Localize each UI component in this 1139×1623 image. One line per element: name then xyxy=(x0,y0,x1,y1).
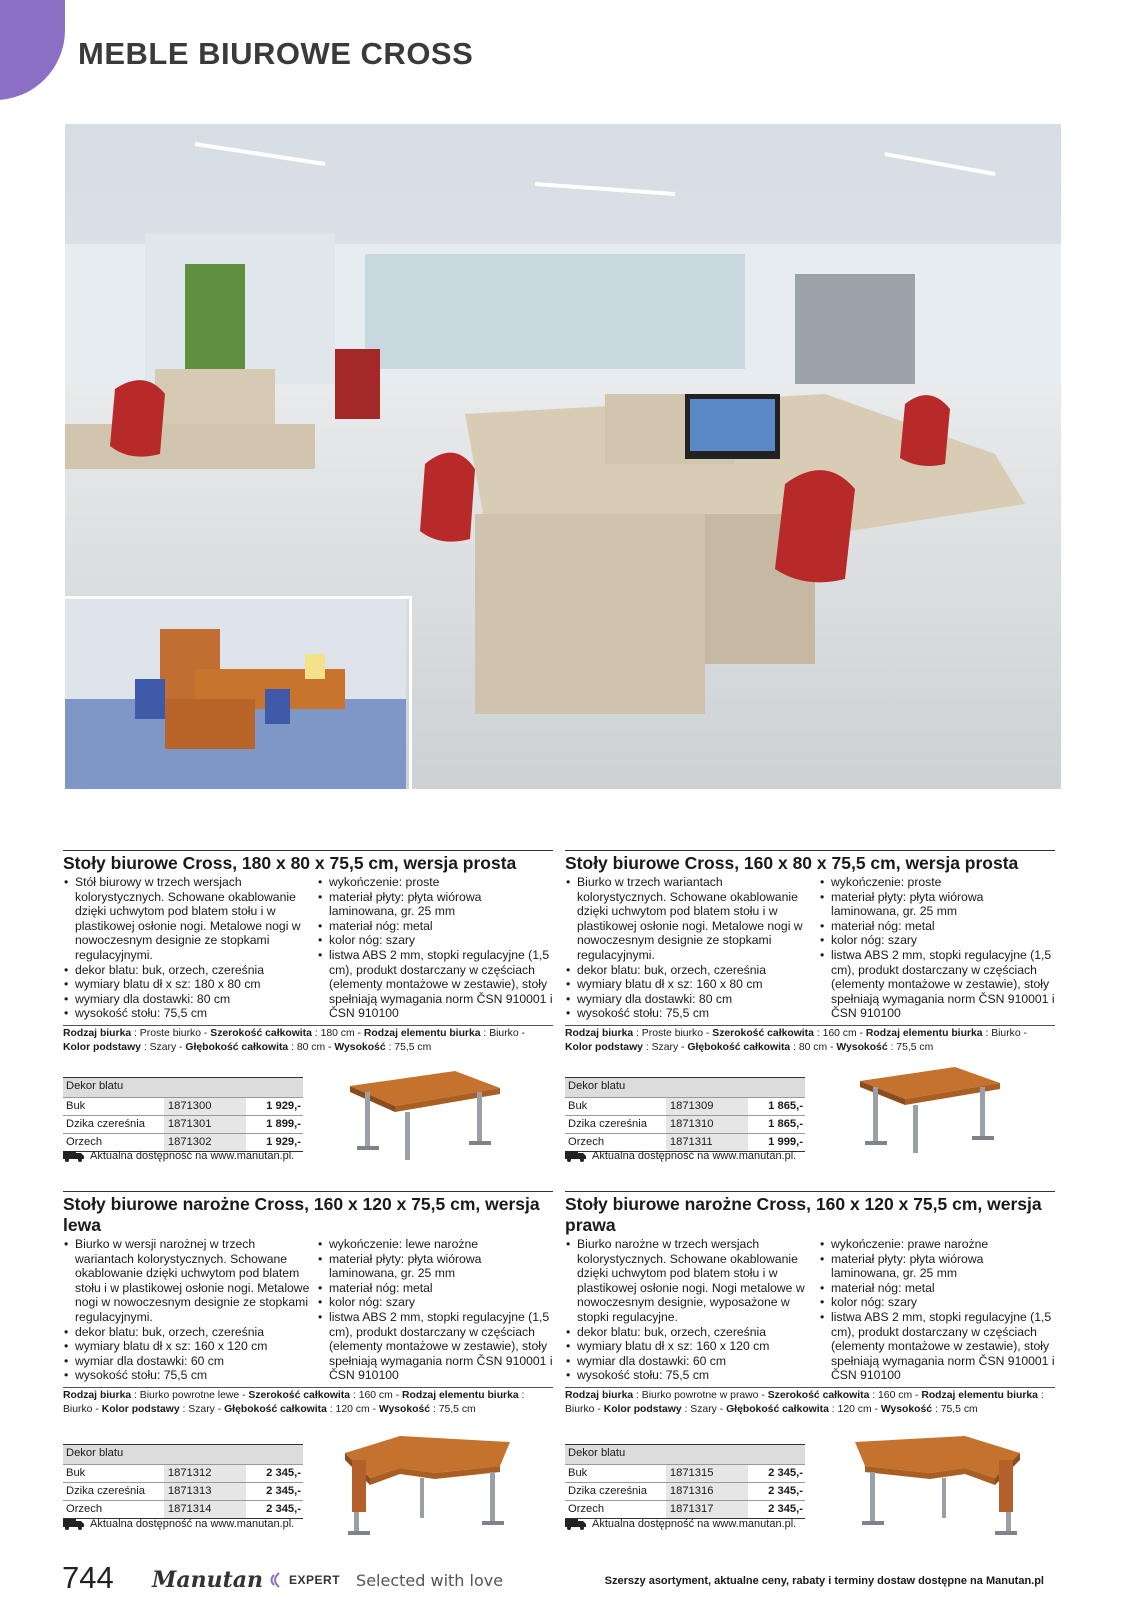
product-section-3 xyxy=(63,1191,553,1417)
feature-item: • kolor nóg: szary xyxy=(317,933,553,948)
product-section-2 xyxy=(565,850,1055,1055)
table-row: Buk 1871309 1 865,- xyxy=(565,1097,805,1115)
feature-item: • Stół biurowy w trzech wersjach kolorystycznych. Schowane okablowanie dzięki uchwytom pod blatem stołu i w plastikowej osłonie nogi. Metalowe nogi w nowoczesnym designie ze stopkami regulacyjnymi. xyxy=(63,875,311,963)
table-row: Orzech 1871314 2 345,- xyxy=(63,1500,303,1519)
feature-item: • dekor blatu: buk, orzech, czereśnia xyxy=(565,1325,813,1340)
page-number: 744 xyxy=(62,1560,114,1595)
page-title: MEBLE BIUROWE CROSS xyxy=(78,36,474,71)
desk-image-straight xyxy=(855,1063,1005,1163)
availability-note: Aktualna dostępność na www.manutan.pl. xyxy=(63,1518,294,1530)
feature-item: • wymiary blatu dł x sz: 160 x 80 cm xyxy=(565,977,813,992)
spec-line: Rodzaj biurka : Biurko powrotne w prawo - Szerokość całkowita : 160 cm - Rodzaj elementu biurka : Biurko - Kolor podstawy : Szary - Głębokość całkowita : 120 cm - Wysokość : 75,5 cm xyxy=(565,1387,1055,1417)
feature-item: • wysokość stołu: 75,5 cm xyxy=(63,1006,311,1021)
truck-icon xyxy=(63,1150,85,1162)
feature-list-left xyxy=(63,1237,311,1383)
feature-item: • dekor blatu: buk, orzech, czereśnia xyxy=(63,963,311,978)
spec-line: Rodzaj biurka : Proste biurko - Szerokość całkowita : 160 cm - Rodzaj elementu biurka : Biurko - Kolor podstawy : Szary - Głębokość całkowita : 80 cm - Wysokość : 75,5 cm xyxy=(565,1025,1055,1055)
desk-image-corner xyxy=(340,1428,515,1538)
feature-item: • materiał nóg: metal xyxy=(819,919,1055,934)
brand-suffix: EXPERT xyxy=(289,1573,341,1587)
feature-item: • wymiary blatu dł x sz: 180 x 80 cm xyxy=(63,977,311,992)
feature-item: • listwa ABS 2 mm, stopki regulacyjne (1,5 cm), produkt dostarczany w częściach (elementy montażowe w zestawie), stoły spełniają wymagania norm ČSN 910001 i ČSN 910100 xyxy=(819,948,1055,1021)
table-row: Buk 1871312 2 345,- xyxy=(63,1464,303,1482)
feature-item: • materiał nóg: metal xyxy=(317,1281,553,1296)
brand-name: Manutan xyxy=(152,1567,264,1593)
spec-line: Rodzaj biurka : Biurko powrotne lewe - Szerokość całkowita : 160 cm - Rodzaj elementu biurka : Biurko - Kolor podstawy : Szary - Głębokość całkowita : 120 cm - Wysokość : 75,5 cm xyxy=(63,1387,553,1417)
feature-item: • materiał płyty: płyta wiórowa laminowana, gr. 25 mm xyxy=(317,1252,553,1281)
feature-item: • listwa ABS 2 mm, stopki regulacyjne (1,5 cm), produkt dostarczany w częściach (elementy montażowe w zestawie), stoły spełniają wymagania norm ČSN 910001 i ČSN 910100 xyxy=(317,948,553,1021)
feature-item: • Biurko w trzech wariantach kolorystycznych. Schowane okablowanie dzięki uchwytom pod blatem stołu i w plastikowej osłonie nogi. Metalowe nogi w nowoczesnym designie ze stopkami regulacyjnymi. xyxy=(565,875,813,963)
price-table-1 xyxy=(63,1077,303,1152)
truck-icon xyxy=(565,1518,587,1530)
feature-item: • wykończenie: prawe narożne xyxy=(819,1237,1055,1252)
brand-waves-icon xyxy=(269,1571,283,1589)
feature-item: • wymiar dla dostawki: 60 cm xyxy=(63,1354,311,1369)
feature-item: • wymiary dla dostawki: 80 cm xyxy=(565,992,813,1007)
feature-item: • materiał nóg: metal xyxy=(819,1281,1055,1296)
feature-item: • listwa ABS 2 mm, stopki regulacyjne (1,5 cm), produkt dostarczany w częściach (elementy montażowe w zestawie), stoły spełniają wymagania norm ČSN 910001 i ČSN 910100 xyxy=(317,1310,553,1383)
feature-item: • wysokość stołu: 75,5 cm xyxy=(565,1006,813,1021)
feature-item: • Biurko narożne w trzech wersjach kolorystycznych. Schowane okablowanie dzięki uchwytom pod blatem stołu i w plastikowej osłonie nogi. Nogi metalowe w nowoczesnym designie, wyposażone w stopki regulacyjne. xyxy=(565,1237,813,1325)
table-row: Buk 1871300 1 929,- xyxy=(63,1097,303,1115)
spec-line: Rodzaj biurka : Proste biurko - Szerokość całkowita : 180 cm - Rodzaj elementu biurka : Biurko - Kolor podstawy : Szary - Głębokość całkowita : 80 cm - Wysokość : 75,5 cm xyxy=(63,1025,553,1055)
feature-item: • materiał płyty: płyta wiórowa laminowana, gr. 25 mm xyxy=(819,1252,1055,1281)
inset-office-photo xyxy=(65,596,412,792)
feature-item: • wykończenie: lewe narożne xyxy=(317,1237,553,1252)
table-row: Buk 1871315 2 345,- xyxy=(565,1464,805,1482)
table-header: Dekor blatu xyxy=(63,1444,303,1464)
feature-item: • wymiary blatu dł x sz: 160 x 120 cm xyxy=(63,1339,311,1354)
footer-note: Szerszy asortyment, aktualne ceny, rabaty i terminy dostaw dostępne na Manutan.pl xyxy=(604,1575,1044,1587)
availability-note: Aktualna dostępność na www.manutan.pl. xyxy=(63,1150,294,1162)
feature-item: • dekor blatu: buk, orzech, czereśnia xyxy=(63,1325,311,1340)
table-row: Dzika czereśnia 1871310 1 865,- xyxy=(565,1115,805,1133)
feature-item: • wysokość stołu: 75,5 cm xyxy=(565,1368,813,1383)
price-table-2 xyxy=(565,1077,805,1152)
product-section-4 xyxy=(565,1191,1055,1417)
feature-item: • Biurko w wersji narożnej w trzech wariantach kolorystycznych. Schowane okablowanie dzięki uchwytom pod blatem stołu i w plastikowej osłonie nogi. Metalowe nogi w nowoczesnym designie ze stopkami regulacyjnymi. xyxy=(63,1237,311,1325)
feature-list-right xyxy=(317,875,553,1021)
desk-image-straight xyxy=(345,1066,505,1166)
feature-list-right xyxy=(819,1237,1055,1383)
table-row: Dzika czereśnia 1871316 2 345,- xyxy=(565,1482,805,1500)
feature-item: • kolor nóg: szary xyxy=(819,933,1055,948)
feature-item: • dekor blatu: buk, orzech, czereśnia xyxy=(565,963,813,978)
feature-item: • materiał płyty: płyta wiórowa laminowana, gr. 25 mm xyxy=(819,890,1055,919)
price-table-3 xyxy=(63,1444,303,1519)
table-header: Dekor blatu xyxy=(565,1444,805,1464)
truck-icon xyxy=(565,1150,587,1162)
corner-accent xyxy=(0,0,65,100)
feature-list-left xyxy=(565,1237,813,1383)
feature-list-left xyxy=(565,875,813,1021)
table-row: Orzech 1871317 2 345,- xyxy=(565,1500,805,1519)
table-row: Dzika czereśnia 1871313 2 345,- xyxy=(63,1482,303,1500)
brand-logo xyxy=(152,1567,503,1593)
feature-item: • wykończenie: proste xyxy=(819,875,1055,890)
feature-item: • wymiar dla dostawki: 60 cm xyxy=(565,1354,813,1369)
feature-item: • wymiary dla dostawki: 80 cm xyxy=(63,992,311,1007)
feature-item: • wysokość stołu: 75,5 cm xyxy=(63,1368,311,1383)
footer-site[interactable]: Manutan.pl xyxy=(985,1575,1044,1587)
section-title: Stoły biurowe Cross, 160 x 80 x 75,5 cm, wersja prosta xyxy=(565,850,1055,874)
table-row: Dzika czereśnia 1871301 1 899,- xyxy=(63,1115,303,1133)
feature-list-right xyxy=(819,875,1055,1021)
feature-item: • kolor nóg: szary xyxy=(317,1295,553,1310)
table-header: Dekor blatu xyxy=(63,1077,303,1097)
truck-icon xyxy=(63,1518,85,1530)
feature-list-right xyxy=(317,1237,553,1383)
availability-note: Aktualna dostępność na www.manutan.pl. xyxy=(565,1518,796,1530)
feature-item: • listwa ABS 2 mm, stopki regulacyjne (1,5 cm), produkt dostarczany w częściach (elementy montażowe w zestawie), stoły spełniają wymagania norm ČSN 910001 i ČSN 910100 xyxy=(819,1310,1055,1383)
feature-item: • wymiary blatu dł x sz: 160 x 120 cm xyxy=(565,1339,813,1354)
availability-note: Aktualna dostępność na www.manutan.pl. xyxy=(565,1150,796,1162)
table-row: Orzech 1871302 1 929,- xyxy=(63,1133,303,1152)
feature-item: • kolor nóg: szary xyxy=(819,1295,1055,1310)
feature-item: • wykończenie: proste xyxy=(317,875,553,890)
section-title: Stoły biurowe narożne Cross, 160 x 120 x 75,5 cm, wersja lewa xyxy=(63,1191,553,1236)
feature-item: • materiał nóg: metal xyxy=(317,919,553,934)
desk-image-corner xyxy=(850,1428,1025,1538)
section-title: Stoły biurowe Cross, 180 x 80 x 75,5 cm, wersja prosta xyxy=(63,850,553,874)
brand-tagline: Selected with love xyxy=(356,1570,504,1590)
feature-item: • materiał płyty: płyta wiórowa laminowana, gr. 25 mm xyxy=(317,890,553,919)
price-table-4 xyxy=(565,1444,805,1519)
table-row: Orzech 1871311 1 999,- xyxy=(565,1133,805,1152)
product-section-1 xyxy=(63,850,553,1055)
section-title: Stoły biurowe narożne Cross, 160 x 120 x 75,5 cm, wersja prawa xyxy=(565,1191,1055,1236)
feature-list-left xyxy=(63,875,311,1021)
table-header: Dekor blatu xyxy=(565,1077,805,1097)
